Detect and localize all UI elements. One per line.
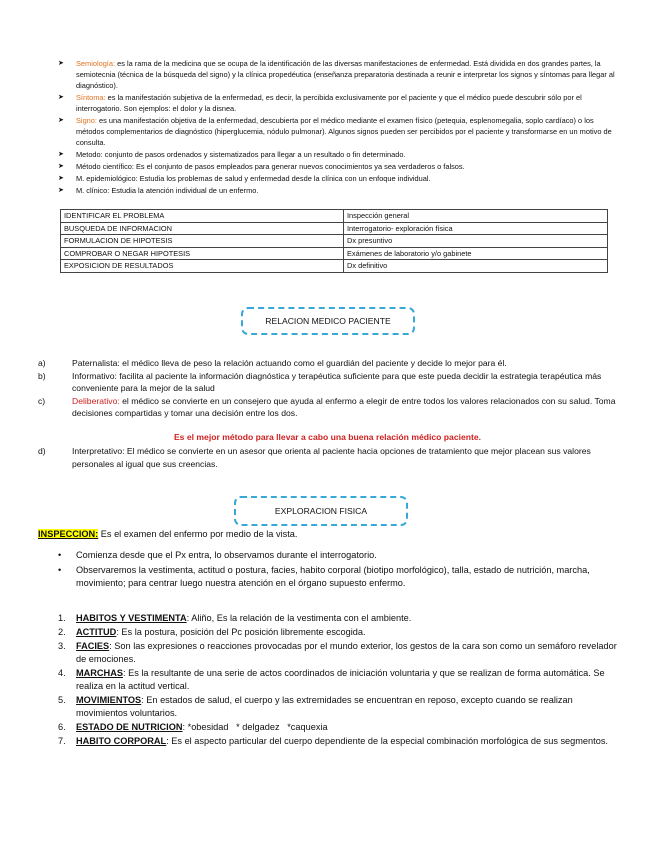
list-item: c) Deliberativo: el médico se convierte en un consejero que ayuda al enfermo a elegir de entre todos los valores relacionados con su salud. Toma decisiones compartidas y tomar una decisión entre los dos. (38, 395, 616, 418)
list-item: ➤ M. epidemiológico: Estudia los problemas de salud y enfermedad desde la clínica con un enfoque individual. (58, 174, 431, 183)
arrow-bullet-icon: ➤ (58, 187, 64, 194)
list-item: 2. ACTITUD: Es la postura, posición del Pc posición libremente escogida. (58, 627, 366, 637)
section-heading-relacion: RELACION MEDICO PACIENTE (241, 307, 415, 335)
list-item: 7. HABITO CORPORAL: Es el aspecto particular del cuerpo dependiente de la especial combinación morfológica de sus segmentos. (58, 736, 608, 746)
list-item: ➤ M. clínico: Estudia la atención individual de un enfermo. (58, 186, 259, 195)
list-item: • Observaremos la vestimenta, actitud o postura, facies, habito corporal (biotipo morfológico), talla, estado de nutrición, marcha, movimiento; para centrar luego nuestra atención en el órgano supuesto enfermo. (58, 565, 590, 588)
method-steps-table (60, 209, 608, 273)
list-item: 5. MOVIMIENTOS: En estados de salud, el cuerpo y las extremidades se encuentran en reposo, excepto cuando se realizan movimientos voluntarios. (58, 695, 573, 718)
arrow-bullet-icon: ➤ (58, 163, 64, 170)
list-item: 1. HABITOS Y VESTIMENTA: Aliño, Es la relación de la vestimenta con el ambiente. (58, 613, 412, 623)
list-item: d) Interpretativo: El médico se convierte en un asesor que orienta al paciente hacia opciones de tratamiento que mejor placean sus valores personales al igual que sus creencias. (38, 446, 591, 469)
definitions-list (58, 58, 618, 197)
list-item: ➤ Semiología: es la rama de la medicina que se ocupa de la identificación de las diversas manifestaciones de enfermedad. Está dividida en dos grandes partes, la semiotecnia (técnica de la búsqueda del signo) y la clínica propedéutica (enseñanza preparatoria destinada a reunir e interpretar los signos y síntomas para llegar al diagnóstico). (58, 59, 615, 90)
list-item: ➤ Metodo: conjunto de pasos ordenados y sistematizados para llegar a un resultado o fin determinado. (58, 150, 406, 159)
list-item: • Comienza desde que el Px entra, lo observamos durante el interrogatorio. (58, 550, 377, 560)
section-heading-exploracion: EXPLORACION FISICA (234, 496, 408, 526)
list-item: 6. ESTADO DE NUTRICION: *obesidad * delgadez *caquexia (58, 722, 328, 732)
best-method-note: Es el mejor método para llevar a cabo una buena relación médico paciente. (173, 432, 482, 442)
arrow-bullet-icon: ➤ (58, 60, 64, 67)
table-row: IDENTIFICAR EL PROBLEMA Inspección general (61, 210, 608, 223)
table-row: FORMULACION DE HIPOTESIS Dx presuntivo (61, 235, 608, 248)
list-item: 4. MARCHAS: Es la resultante de una serie de actos coordinados de iniciación voluntaria y que se realizan de forma automática. Se realiza en la actitud vertical. (58, 668, 605, 691)
arrow-bullet-icon: ➤ (58, 151, 64, 158)
list-item: ➤ Método científico: Es el conjunto de pasos empleados para generar nuevos conocimientos ya sea verdaderos o falsos. (58, 162, 465, 171)
inspeccion-items (58, 612, 618, 749)
table-row: BUSQUEDA DE INFORMACION Interrogatorio- exploración física (61, 222, 608, 235)
relacion-list-d (38, 445, 618, 470)
bullet-icon: • (58, 565, 62, 575)
list-item: b) Informativo: facilita al paciente la información diagnóstica y terapéutica suficiente para que este pueda decidir la estrategia terapéutica más conveniente para la mejor de la salud (38, 370, 602, 393)
list-item: 3. FACIES: Son las expresiones o reacciones provocadas por el mundo exterior, los gestos de la cara son como un semáforo revelador de emociones. (58, 641, 617, 664)
inspeccion-definition: INSPECCION: Es el examen del enfermo por medio de la vista. (38, 529, 298, 539)
arrow-bullet-icon: ➤ (58, 117, 64, 124)
arrow-bullet-icon: ➤ (58, 94, 64, 101)
relacion-list (38, 357, 618, 420)
table-row: EXPOSICION DE RESULTADOS Dx definitivo (61, 260, 608, 273)
table-row: COMPROBAR O NEGAR HIPOTESIS Exámenes de laboratorio y/o gabinete (61, 247, 608, 260)
list-item: a) Paternalista: el médico lleva de peso la relación actuando como el guardián del paciente y decide lo mejor para él. (38, 358, 507, 368)
list-item: ➤ Signo: es una manifestación objetiva de la enfermedad, descubierta por el médico mediante el examen físico (petequia, esplenomegalia, soplo cardíaco) o los métodos complementarios de diagnóstico (hiperglucemia, nódulo pulmonar). Algunos signos pueden ser percibidos por el paciente y transformarse en un motivo de consulta. (58, 116, 612, 147)
list-item: ➤ Síntoma: es la manifestación subjetiva de la enfermedad, es decir, la percibida exclusivamente por el paciente y que el médico puede descubrir sólo por el interrogatorio. Son ejemplos: el dolor y la disnea. (58, 93, 582, 113)
bullet-icon: • (58, 550, 62, 560)
arrow-bullet-icon: ➤ (58, 175, 64, 182)
inspeccion-bullets (58, 549, 618, 592)
